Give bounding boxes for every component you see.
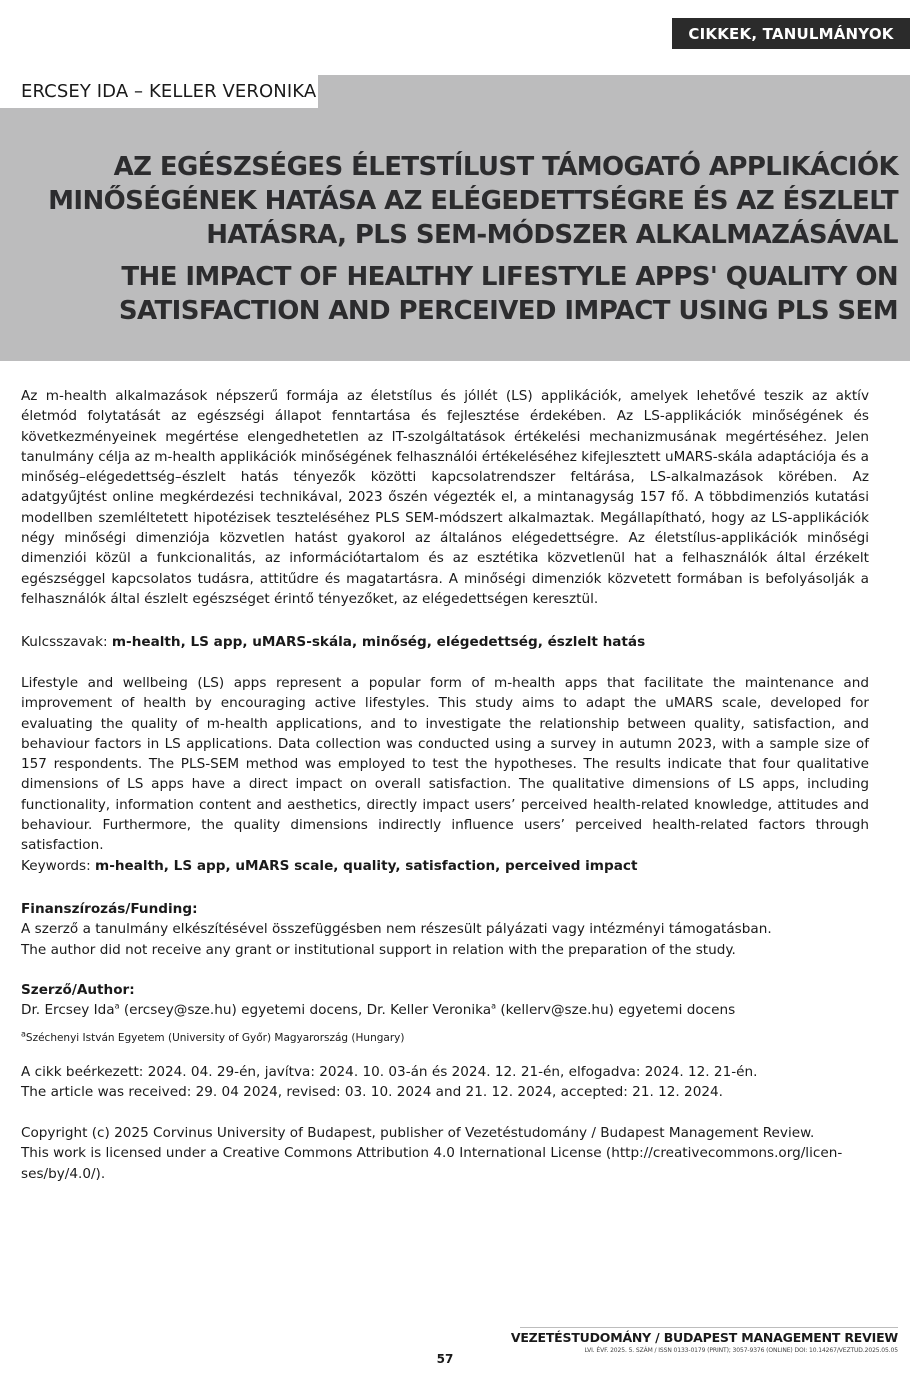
page-number: 57: [436, 1352, 454, 1366]
author1-sup: a: [114, 1001, 120, 1011]
journal-name: VEZETÉSTUDOMÁNY / BUDAPEST MANAGEMENT REVIEW: [510, 1330, 898, 1345]
title-hu-line: MINŐSÉGÉNEK HATÁSA AZ ELÉGEDETTSÉGRE ÉS AZ ÉSZLELT: [48, 186, 898, 216]
section-tag: CIKKEK, TANULMÁNYOK: [672, 18, 910, 49]
title-en-line: THE IMPACT OF HEALTHY LIFESTYLE APPS' QUALITY ON: [121, 262, 898, 292]
keywords-label: Keywords:: [21, 858, 96, 874]
copyright-section: [21, 1123, 869, 1184]
author2-sup: a: [491, 1001, 497, 1011]
title-en-line: SATISFACTION AND PERCEIVED IMPACT USING PLS SEM: [118, 296, 898, 326]
author1-rest: (ercsey@sze.hu) egyetemi docens, Dr. Keller Veronika: [119, 1002, 492, 1019]
footer-divider: [520, 1327, 898, 1328]
author-details: [21, 1000, 869, 1020]
affiliation-text: Széchenyi István Egyetem (University of Győr) Magyarország (Hungary): [25, 1032, 405, 1044]
abstract-english: Lifestyle and wellbeing (LS) apps represent a popular form of m-health apps that facilitate the maintenance and improvement of health by encouraging active lifestyles. This study aims to adapt the uMARS scale, developed for evaluating the quality of m-health applications, and to investigate the relationship between quality, satisfaction, and behaviour factors in LS applications. Data collection was conducted using a survey in autumn 2023, with a sample size of 157 respondents. The PLS-SEM method was employed to test the hypotheses. The results indicate that four qualitative dimensions of LS apps have a direct impact on overall satisfaction. The qualitative dimensions of LS apps, including functionality, information content and aesthetics, directly impact users’ perceived health-related knowledge, attitudes and behaviour. Furthermore, the quality dimensions indirectly influence users’ perceived health-related factors through satisfaction.: [21, 675, 869, 854]
author1-name: Dr. Ercsey Ida: [21, 1002, 115, 1019]
dates-section: [21, 1062, 869, 1103]
author2-rest: (kellerv@sze.hu) egyetemi docens: [496, 1002, 736, 1019]
journal-meta: LVI. ÉVF. 2025. 5. SZÁM / ISSN 0133-0179 (PRINT); 3057-9376 (ONLINE) DOI: 10.14267/VEZTUD.2025.05.05: [584, 1347, 898, 1354]
funding-heading: Finanszírozás/Funding:: [21, 901, 198, 917]
dates-en: The article was received: 29. 04 2024, revised: 03. 10. 2024 and 21. 12. 2024, accepted: 21. 12. 2024.: [21, 1084, 723, 1101]
affiliation: [21, 1029, 405, 1044]
abstract-hungarian: Az m-health alkalmazások népszerű formája az életstílus és jóllét (LS) applikációk, amelyek lehetővé teszik az aktív életmód folytatását az egészségi állapot fenntartása és fejlesztése érdekében. Az LS-applikációk minőségének és következményeinek megértése elengedhetetlen az IT-szolgáltatások értékelési mechanizmusának megértéséhez. Jelen tanulmány célja az m-health applikációk minőségének felhasználói értékeléséhez kifejlesztett uMARS-skála adaptációja és a minőség–elégedettség–észlelt hatás tényezők közötti kapcsolatrendszer feltárása, LS-alkalmazások körében. Az adatgyűjtést online megkérdezési technikával, 2023 őszén végezték el, a mintanagyság 157 fő. A többdimenziós kutatási modellben szemléltetett hipotézisek teszteléséhez PLS SEM-módszert alkalmaztak. Megállapítható, hogy az LS-applikációk négy minőségi dimenziója közvetlen hatást gyakorol az általános elégedettségre. Az életstílus-applikációk minőségi dimenziói közül a funkcionalitás, az információtartalom és az esztétika közvetlenül hat a felhasználók által érzékelt egészséggel kapcsolatos tudásra, attitűdre és magatartásra. A minőségi dimenziók közvetett formában is befolyásolják a felhasználók által észlelt egészséget érintő tényezőket, az elégedettségen keresztül.: [21, 388, 869, 607]
author-heading: Szerző/Author:: [21, 982, 135, 998]
funding-en: The author did not receive any grant or institutional support in relation with the preparation of the study.: [21, 941, 736, 958]
title-hu-line: AZ EGÉSZSÉGES ÉLETSTÍLUST TÁMOGATÓ APPLIKÁCIÓK: [113, 152, 898, 182]
keywords-hungarian: [21, 632, 869, 652]
keywords-value: m-health, LS app, uMARS-skála, minőség, elégedettség, észlelt hatás: [111, 634, 646, 650]
keywords-english: [21, 856, 869, 876]
author-section: [21, 980, 869, 1021]
dates-hu: A cikk beérkezett: 2024. 04. 29-én, javítva: 2024. 10. 03-án és 2024. 12. 21-én, elfogadva: 2024. 12. 21-én.: [21, 1064, 758, 1080]
title-hungarian: [38, 150, 898, 252]
title-hu-line: HATÁSRA, PLS SEM-MÓDSZER ALKALMAZÁSÁVAL: [206, 220, 898, 250]
affiliation-sup: a: [21, 1029, 26, 1039]
keywords-label: Kulcsszavak:: [21, 634, 112, 650]
copyright-line: Copyright (c) 2025 Corvinus University of Budapest, publisher of Vezetéstudomány / Budapest Management Review.: [21, 1125, 815, 1141]
title-english: [38, 260, 898, 328]
funding-hu: A szerző a tanulmány elkészítésével összefüggésben nem részesült pályázati vagy intézményi támogatásban.: [21, 921, 772, 938]
copyright-line: ses/by/4.0/).: [21, 1165, 106, 1182]
funding-section: [21, 899, 869, 960]
authors-label: ERCSEY IDA – KELLER VERONIKA: [0, 75, 318, 108]
copyright-line: This work is licensed under a Creative Commons Attribution 4.0 International License (http://creativecommons.org/licen-: [21, 1145, 843, 1162]
keywords-value: m-health, LS app, uMARS scale, quality, satisfaction, perceived impact: [95, 858, 638, 874]
